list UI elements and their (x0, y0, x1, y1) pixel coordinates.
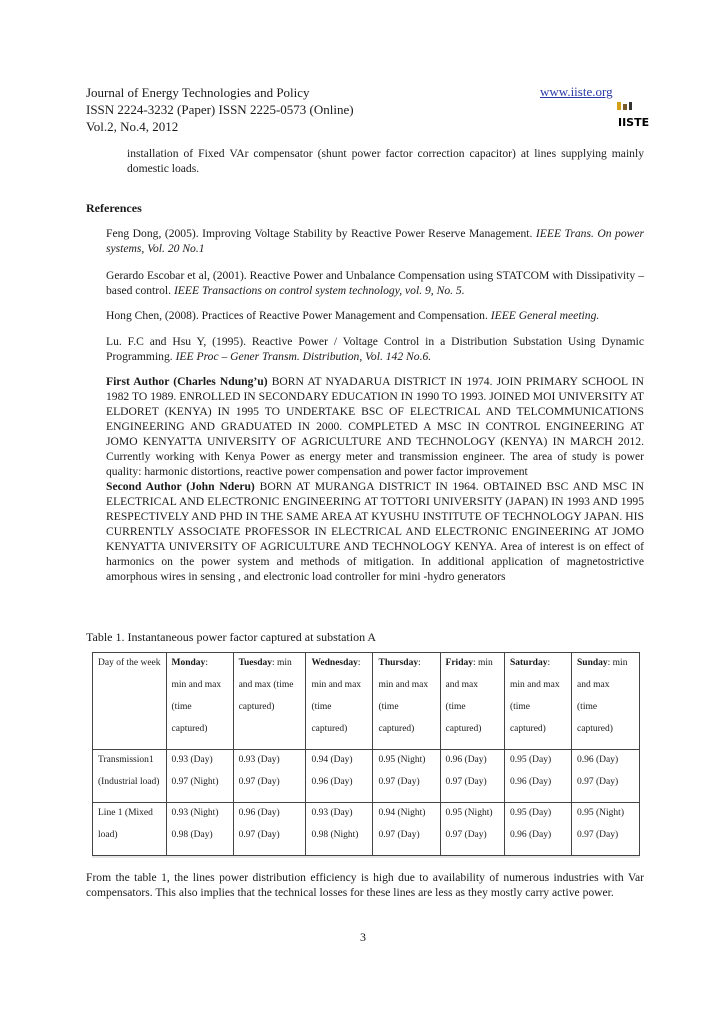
table-cell: 0.94 (Night) 0.97 (Day) (373, 803, 440, 856)
table-cell: 0.93 (Day) 0.98 (Night) (306, 803, 373, 856)
table-cell: 0.95 (Night) 0.97 (Day) (440, 803, 504, 856)
reference-item: Lu. F.C and Hsu Y, (1995). Reactive Power / Voltage Control in a Distribution Substation Using Dynamic Programming. IEE Proc – Gener Transm. Distribution, Vol. 142 No.6. (106, 335, 644, 363)
table-cell: 0.96 (Day) 0.97 (Day) (440, 750, 504, 803)
references-heading: References (86, 201, 142, 215)
table-cell: 0.96 (Day) 0.97 (Day) (233, 803, 306, 856)
table-row (93, 803, 640, 856)
table-cell: 0.93 (Night) 0.98 (Day) (166, 803, 233, 856)
reference-item: Hong Chen, (2008). Practices of Reactive Power Management and Compensation. IEEE General meeting. (106, 309, 600, 322)
table-header-cell: Sunday: min and max (time captured) (572, 653, 640, 750)
issn-line: ISSN 2224-3232 (Paper) ISSN 2225-0573 (Online) (86, 102, 354, 117)
reference-item: Feng Dong, (2005). Improving Voltage Stability by Reactive Power Reserve Management. IEEE Trans. On power systems, Vol. 20 No.1 (106, 227, 645, 255)
first-author-bio: First Author (Charles Ndung’u) BORN AT NYADARUA DISTRICT IN 1974. JOIN PRIMARY SCHOOL IN 1982 TO 1989. ENROLLED IN SECONDARY EDUCATION IN 1990 TO 1993. JOINED MOI UNIVERSITY AT ELDORET (KENYA) IN 1995 TO UNDERTAKE BSC OF ELECTRICAL AND TELCOMMUNICATIONS ENGINEERING AND GRADUATED IN 2000. COMPLETED A MSC IN CONTROL ENGINEERING AT JOMO KENYATTA UNIVERSITY OF AGRICULTURE AND TECHNOLOGY (KENYA) IN MARCH 2012. Currently working with Kenya Power as energy meter and transmission engineer. The area of study is power quality: harmonic distortions, reactive power compensation and power factor improvement (106, 375, 644, 478)
table-cell: 0.95 (Night) 0.97 (Day) (373, 750, 440, 803)
conclusion-paragraph: From the table 1, the lines power distribution efficiency is high due to availability of numerous industries with Var compensators. This also implies that the technical losses for these lines are less as they mostly carry active power. (86, 871, 644, 899)
table-cell: 0.93 (Day) 0.97 (Night) (166, 750, 233, 803)
table-row (93, 750, 640, 803)
power-factor-table (92, 652, 640, 856)
volume-line: Vol.2, No.4, 2012 (86, 119, 179, 134)
table-header-cell: Wednesday: min and max (time captured) (306, 653, 373, 750)
journal-url-link[interactable]: www.iiste.org (540, 84, 613, 99)
table-cell: 0.95 (Day) 0.96 (Day) (504, 803, 571, 856)
table-caption: Table 1. Instantaneous power factor captured at substation A (86, 630, 377, 644)
table-header-row (93, 653, 640, 750)
page-number: 3 (360, 930, 366, 944)
table-header-cell: Monday: min and max (time captured) (166, 653, 233, 750)
row-label-cell: Line 1 (Mixed load) (93, 803, 167, 856)
table-header-cell: Tuesday: min and max (time captured) (233, 653, 306, 750)
table-header-cell: Day of the week (93, 653, 167, 750)
journal-header (86, 84, 354, 135)
table-header-cell: Saturday: min and max (time captured) (504, 653, 571, 750)
second-author-name: Second Author (John Nderu) (106, 480, 255, 493)
reference-item: Gerardo Escobar et al, (2001). Reactive Power and Unbalance Compensation using STATCOM with Dissipativity – based control. IEEE Transactions on control system technology, vol. 9, No. 5. (106, 269, 644, 297)
logo-text: IISTE (618, 116, 650, 129)
first-author-name: First Author (Charles Ndung’u) (106, 375, 268, 388)
iiste-logo (617, 102, 650, 129)
second-author-bio: Second Author (John Nderu) BORN AT MURANGA DISTRICT IN 1964. OBTAINED BSC AND MSC IN ELECTRICAL AND ELECTRONIC ENGINEERING AT TOTTORI UNIVERSITY (JAPAN) IN 1993 AND 1995 RESPECTIVELY AND PHD IN THE SAME AREA AT KYUSHU INSTITUTE OF TECHNOLOGY JAPAN. HIS CURRENTLY ASSOCIATE PROFESSOR IN ELECTRICAL AND ELECTRONIC ENGINEERING AT JOMO KENYATTA UNIVERSITY OF AGRICULTURE AND TECHNOLOGY KENYA. Area of interest is on effect of harmonics on the power system and methods of mitigation. In additional application of magnetostrictive amorphous wires in sensing , and electronic load controller for mini -hydro generators (106, 480, 644, 583)
row-label-cell: Transmission1 (Industrial load) (93, 750, 167, 803)
table-cell: 0.93 (Day) 0.97 (Day) (233, 750, 306, 803)
intro-paragraph: installation of Fixed VAr compensator (shunt power factor correction capacitor) at lines supplying mainly domestic loads. (127, 147, 644, 175)
table-cell: 0.95 (Day) 0.96 (Day) (504, 750, 571, 803)
table-cell: 0.96 (Day) 0.97 (Day) (572, 750, 640, 803)
table-cell: 0.94 (Day) 0.96 (Day) (306, 750, 373, 803)
journal-name: Journal of Energy Technologies and Policy (86, 85, 310, 100)
table-header-cell: Friday: min and max (time captured) (440, 653, 504, 750)
table-cell: 0.95 (Night) 0.97 (Day) (572, 803, 640, 856)
table-header-cell: Thursday: min and max (time captured) (373, 653, 440, 750)
